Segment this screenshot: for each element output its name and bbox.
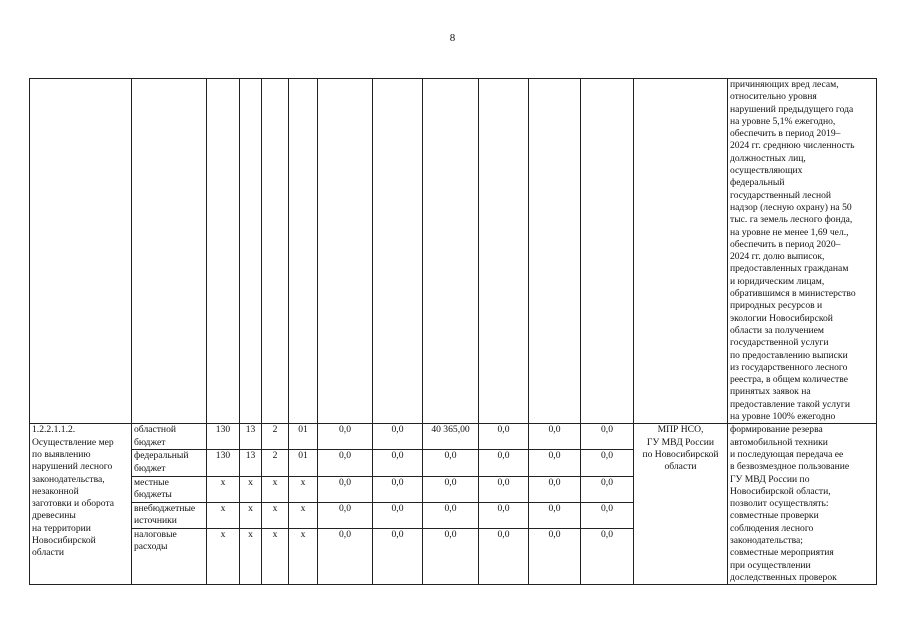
- amount-1: 0,0: [318, 476, 373, 502]
- results-line: надзор (лесную охрану) на 50: [730, 201, 852, 213]
- code-pr: x: [262, 502, 289, 528]
- code-gr: 130: [207, 424, 240, 450]
- result-line: автомобильной техники: [730, 436, 828, 448]
- amount-5: 0,0: [529, 528, 581, 584]
- executor-cell: [634, 424, 728, 585]
- activity-name-line: Новосибирской: [32, 534, 96, 546]
- amount-6: 0,0: [581, 450, 634, 476]
- code-rz: x: [240, 476, 262, 502]
- amount-2: 0,0: [373, 528, 423, 584]
- results-line: обеспечить в период 2019–: [730, 128, 841, 140]
- cell-empty: [289, 79, 318, 424]
- results-line: государственной услуги: [730, 337, 829, 349]
- code-pr: x: [262, 476, 289, 502]
- activity-result-cell: [728, 424, 877, 585]
- result-line: совместные мероприятия: [730, 547, 834, 559]
- results-line: относительно уровня: [730, 91, 817, 103]
- code-csr: x: [289, 528, 318, 584]
- activity-name-line: Осуществление мер: [32, 436, 114, 448]
- amount-4: 0,0: [479, 476, 529, 502]
- cell-empty: [373, 79, 423, 424]
- funding-source: внебюджетные источники: [132, 502, 207, 528]
- results-line: экологии Новосибирской: [730, 312, 833, 324]
- result-line: доследственных проверок: [730, 571, 837, 583]
- amount-4: 0,0: [479, 424, 529, 450]
- activity-name-line: заготовки и оборота: [32, 498, 115, 510]
- results-line: должностных лиц,: [730, 152, 806, 164]
- code-rz: 13: [240, 424, 262, 450]
- amount-6: 0,0: [581, 528, 634, 584]
- amount-4: 0,0: [479, 528, 529, 584]
- cell-empty: [240, 79, 262, 424]
- amount-3: 0,0: [423, 450, 479, 476]
- activity-name-line: на территории: [32, 522, 91, 534]
- code-gr: 130: [207, 450, 240, 476]
- amount-2: 0,0: [373, 424, 423, 450]
- amount-4: 0,0: [479, 450, 529, 476]
- activity-name-line: по выявлению: [32, 448, 91, 460]
- program-table: [29, 78, 877, 585]
- cell-empty: [132, 79, 207, 424]
- amount-2: 0,0: [373, 450, 423, 476]
- cell-empty: [529, 79, 581, 424]
- result-line: ГУ МВД России по: [730, 473, 810, 485]
- amount-5: 0,0: [529, 424, 581, 450]
- code-csr: x: [289, 476, 318, 502]
- cell-empty: [30, 79, 132, 424]
- executor-line: ГУ МВД России: [646, 436, 715, 448]
- results-line: области за получением: [730, 324, 824, 336]
- results-line: тыс. га земель лесного фонда,: [730, 214, 853, 226]
- results-line: государственный лесной: [730, 189, 832, 201]
- activity-name-line: незаконной: [32, 485, 79, 497]
- amount-3: 40 365,00: [423, 424, 479, 450]
- results-line: природных ресурсов и: [730, 300, 823, 312]
- results-line: на уровне 100% ежегодно: [730, 411, 836, 423]
- results-line: предоставление такой услуги: [730, 398, 850, 410]
- code-csr: 01: [289, 450, 318, 476]
- expected-results-continued: [728, 79, 877, 424]
- results-line: причиняющих вред лесам,: [730, 79, 839, 90]
- code-pr: 2: [262, 424, 289, 450]
- funding-source: местные бюджеты: [132, 476, 207, 502]
- amount-3: 0,0: [423, 528, 479, 584]
- cell-empty: [423, 79, 479, 424]
- code-rz: x: [240, 528, 262, 584]
- result-line: и последующая передача ее: [730, 448, 844, 460]
- results-line: из государственного лесного: [730, 361, 848, 373]
- continuation-row: [30, 79, 877, 424]
- results-line: обеспечить в период 2020–: [730, 238, 841, 250]
- activity-name-cell: [30, 424, 132, 585]
- amount-3: 0,0: [423, 476, 479, 502]
- amount-5: 0,0: [529, 502, 581, 528]
- code-csr: x: [289, 502, 318, 528]
- code-rz: 13: [240, 450, 262, 476]
- page-number: 8: [449, 32, 456, 44]
- cell-empty: [581, 79, 634, 424]
- cell-empty: [262, 79, 289, 424]
- code-gr: x: [207, 502, 240, 528]
- amount-5: 0,0: [529, 450, 581, 476]
- results-line: предоставленных гражданам: [730, 263, 849, 275]
- amount-6: 0,0: [581, 424, 634, 450]
- results-line: осуществляющих: [730, 165, 803, 177]
- code-gr: x: [207, 528, 240, 584]
- cell-empty: [634, 79, 728, 424]
- code-gr: x: [207, 476, 240, 502]
- activity-code: 1.2.2.1.1.2.: [32, 424, 76, 436]
- results-line: 2024 гг. среднюю численность: [730, 140, 855, 152]
- funding-row: [30, 424, 877, 450]
- result-line: позволит осуществлять:: [730, 498, 829, 510]
- results-line: на уровне не менее 1,69 чел.,: [730, 226, 849, 238]
- activity-name-line: области: [32, 547, 65, 559]
- results-line: федеральный: [730, 177, 785, 189]
- activity-name-line: древесины: [32, 510, 76, 522]
- code-rz: x: [240, 502, 262, 528]
- results-line: нарушений предыдущего года: [730, 103, 854, 115]
- results-line: реестра, в общем количестве: [730, 374, 848, 386]
- executor-line: МПР НСО,: [657, 424, 704, 436]
- amount-3: 0,0: [423, 502, 479, 528]
- results-line: и юридическим лицам,: [730, 275, 825, 287]
- results-line: принятых заявок на: [730, 386, 811, 398]
- result-line: соблюдения лесного: [730, 522, 814, 534]
- cell-empty: [207, 79, 240, 424]
- result-line: при осуществлении: [730, 559, 811, 571]
- activity-name-line: нарушений лесного: [32, 461, 113, 473]
- result-line: совместные проверки: [730, 510, 819, 522]
- results-line: на уровне 5,1% ежегодно,: [730, 115, 836, 127]
- amount-1: 0,0: [318, 450, 373, 476]
- amount-1: 0,0: [318, 424, 373, 450]
- amount-2: 0,0: [373, 476, 423, 502]
- amount-6: 0,0: [581, 502, 634, 528]
- funding-source: областной бюджет: [132, 424, 207, 450]
- amount-6: 0,0: [581, 476, 634, 502]
- results-line: 2024 гг. долю выписок,: [730, 251, 825, 263]
- result-line: формирование резерва: [730, 424, 823, 436]
- funding-source: налоговые расходы: [132, 528, 207, 584]
- amount-1: 0,0: [318, 528, 373, 584]
- code-csr: 01: [289, 424, 318, 450]
- amount-5: 0,0: [529, 476, 581, 502]
- code-pr: 2: [262, 450, 289, 476]
- executor-line: по Новосибирской: [642, 448, 719, 460]
- result-line: в безвозмездное пользование: [730, 461, 850, 473]
- amount-2: 0,0: [373, 502, 423, 528]
- funding-source: федеральный бюджет: [132, 450, 207, 476]
- cell-empty: [479, 79, 529, 424]
- amount-1: 0,0: [318, 502, 373, 528]
- code-pr: x: [262, 528, 289, 584]
- results-line: обратившимся в министерство: [730, 288, 856, 300]
- activity-name-line: законодательства,: [32, 473, 105, 485]
- executor-line: области: [664, 461, 697, 473]
- result-line: законодательства;: [730, 534, 803, 546]
- results-line: по предоставлению выписки: [730, 349, 848, 361]
- amount-4: 0,0: [479, 502, 529, 528]
- cell-empty: [318, 79, 373, 424]
- result-line: Новосибирской области,: [730, 485, 831, 497]
